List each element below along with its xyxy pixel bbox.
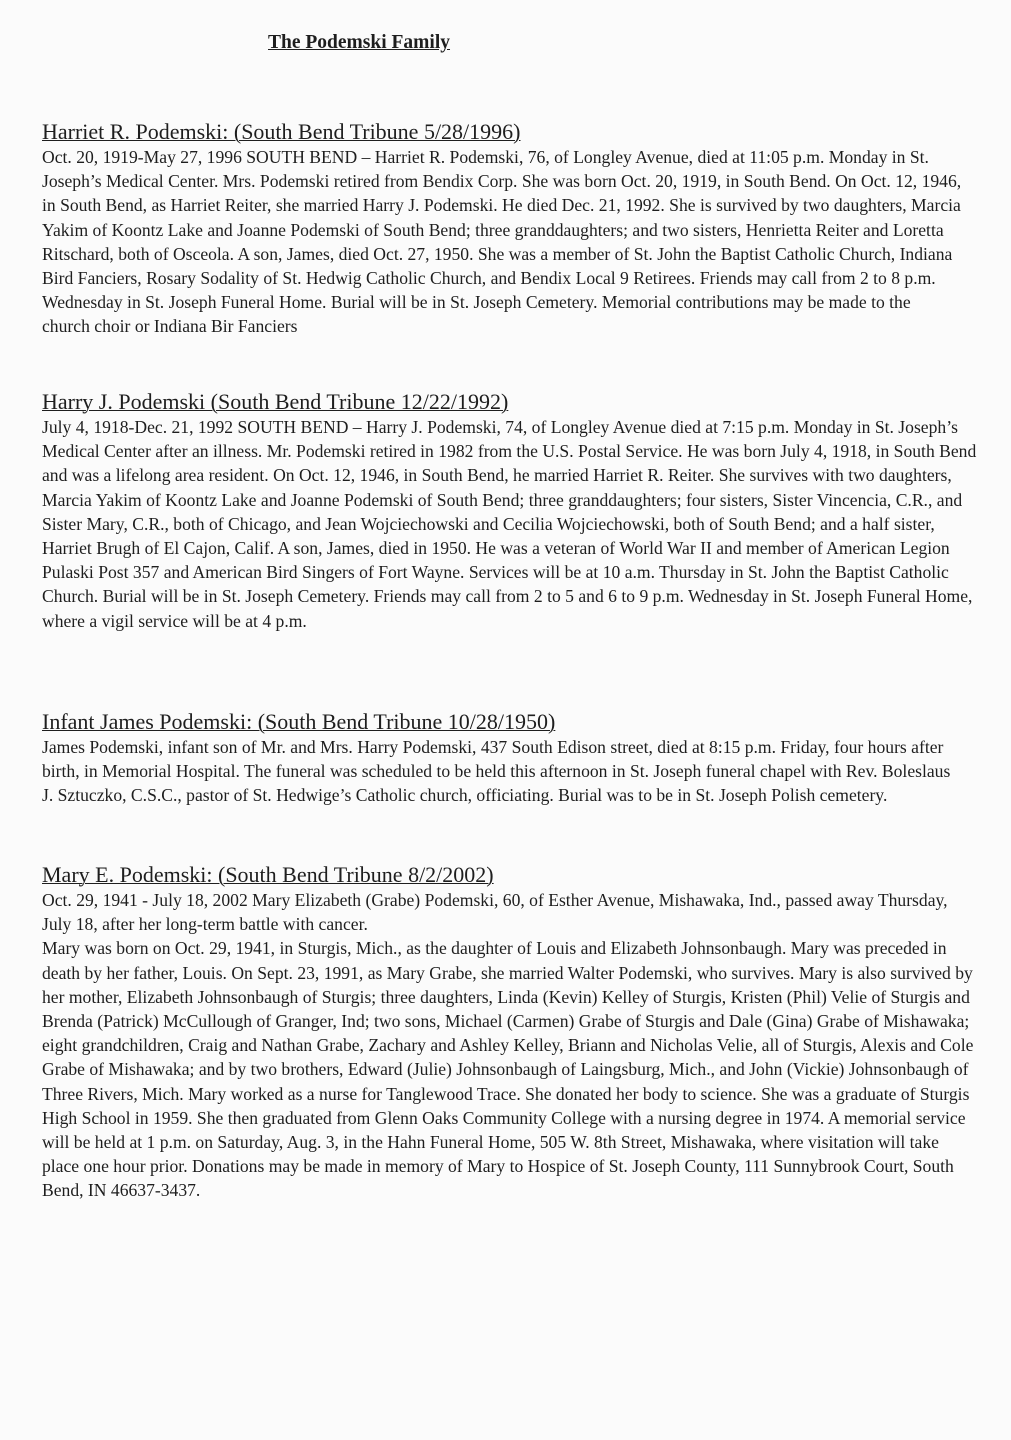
obituary-text: Oct. 20, 1919-May 27, 1996 SOUTH BEND – Harriet R. Podemski, 76, of Longley Avenue, died at 11:05 p.m. Monday in St. Joseph’s Medical Center. Mrs. Podemski retired from Bendix Corp. She was born Oct. 20, 1919, in South Bend. On Oct. 12, 1946, in South Bend, as Harriet Reiter, she married Harry J. Podemski. He died Dec. 21, 1992. She is survived by two daughters, Marcia Yakim of Koontz Lake and Joanne Podemski of South Bend; three granddaughters; and two sisters, Henrietta Reiter and Loretta Ritschard, both of Osceola. A son, James, died Oct. 27, 1950. She was a member of St. John the Baptist Catholic Church, Indiana Bird Fanciers, Rosary Sodality of St. Hedwig Catholic Church, and Bendix Local 9 Retirees. Friends may call from 2 to 8 p.m. Wednesday in St. Joseph Funeral Home. Burial will be in St. Joseph Cemetery. Memorial contributions may be made to the church choir or Indiana Bir Fanciers <box>42 147 962 337</box>
obituary-text: Oct. 29, 1941 - July 18, 2002 Mary Elizabeth (Grabe) Podemski, 60, of Esther Avenue, Mishawaka, Ind., passed away Thursday, July 18, after her long-term battle with cancer. <box>42 890 948 935</box>
obituary-heading: Mary E. Podemski: (South Bend Tribune 8/2/2002) <box>42 862 494 887</box>
obituary-text: July 4, 1918-Dec. 21, 1992 SOUTH BEND – Harry J. Podemski, 74, of Longley Avenue died at 7:15 p.m. Monday in St. Joseph’s Medical Center after an illness. Mr. Podemski retired in 1982 from the U.S. Postal Service. He was born July 4, 1918, in South Bend and was a lifelong area resident. On Oct. 12, 1946, in South Bend, he married Harriet R. Reiter. She survives with two daughters, Marcia Yakim of Koontz Lake and Joanne Podemski of South Bend; three granddaughters; four sisters, Sister Vincencia, C.R., and Sister Mary, C.R., both of Chicago, and Jean Wojciechowski and Cecilia Wojciechowski, both of South Bend; and a half sister, Harriet Brugh of El Cajon, Calif. A son, James, died in 1950. He was a veteran of World War II and member of American Legion Pulaski Post 357 and American Bird Singers of Fort Wayne. Services will be at 10 a.m. Thursday in St. John the Baptist Catholic Church. Burial will be in St. Joseph Cemetery. Friends may call from 2 to 5 and 6 to 9 p.m. Wednesday in St. Joseph Funeral Home, where a vigil service will be at 4 p.m. <box>42 417 977 631</box>
obituary-harry <box>42 389 977 633</box>
obituary-james <box>42 709 962 808</box>
obituary-text: James Podemski, infant son of Mr. and Mrs. Harry Podemski, 437 South Edison street, died at 8:15 p.m. Friday, four hours after birth, in Memorial Hospital. The funeral was scheduled to be held this afternoon in St. Joseph funeral chapel with Rev. Boleslaus J. Sztuczko, C.S.C., pastor of St. Hedwige’s Catholic church, officiating. Burial was to be in St. Joseph Polish cemetery. <box>42 737 951 806</box>
obituary-heading: Infant James Podemski: (South Bend Tribune 10/28/1950) <box>42 709 556 734</box>
obituary-mary <box>42 862 977 1203</box>
obituary-heading: Harriet R. Podemski: (South Bend Tribune 5/28/1996) <box>42 119 521 144</box>
obituary-harriet <box>42 119 962 339</box>
obituary-heading: Harry J. Podemski (South Bend Tribune 12/22/1992) <box>42 389 509 414</box>
obituary-text: Mary was born on Oct. 29, 1941, in Sturgis, Mich., as the daughter of Louis and Elizabeth Johnsonbaugh. Mary was preceded in death by her father, Louis. On Sept. 23, 1991, as Mary Grabe, she married Walter Podemski, who survives. Mary is also survived by her mother, Elizabeth Johnsonbaugh of Sturgis; three daughters, Linda (Kevin) Kelley of Sturgis, Kristen (Phil) Velie of Sturgis and Brenda (Patrick) McCullough of Granger, Ind; two sons, Michael (Carmen) Grabe of Sturgis and Dale (Gina) Grabe of Mishawaka; eight grandchildren, Craig and Nathan Grabe, Zachary and Ashley Kelley, Briann and Nicholas Velie, all of Sturgis, Alexis and Cole Grabe of Mishawaka; and by two brothers, Edward (Julie) Johnsonbaugh of Laingsburg, Mich., and John (Vickie) Johnsonbaugh of Three Rivers, Mich. Mary worked as a nurse for Tanglewood Trace. She donated her body to science. She was a graduate of Sturgis High School in 1959. She then graduated from Glenn Oaks Community College with a nursing degree in 1974. A memorial service will be held at 1 p.m. on Saturday, Aug. 3, in the Hahn Funeral Home, 505 W. 8th Street, Mishawaka, where visitation will take place one hour prior. Donations may be made in memory of Mary to Hospice of St. Joseph County, 111 Sunnybrook Court, South Bend, IN 46637-3437. <box>42 938 974 1201</box>
document-title: The Podemski Family <box>268 32 451 53</box>
